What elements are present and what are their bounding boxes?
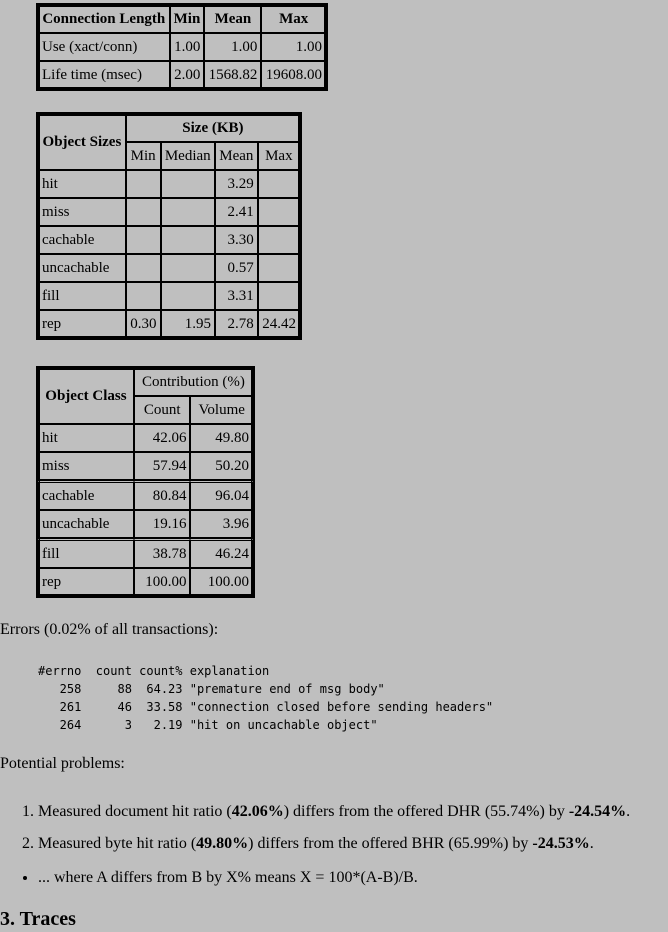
table-cell: [161, 170, 216, 198]
table-cell: 1568.82: [204, 61, 261, 89]
problem-text: Measured byte hit ratio (: [38, 835, 197, 852]
table-cell: 3.31: [215, 282, 258, 310]
table-cell: 38.78: [134, 538, 191, 568]
table-row: [38, 170, 300, 198]
row-label: Use (xact/conn): [38, 33, 170, 61]
row-header: Object Sizes: [38, 114, 126, 170]
group-header: Size (KB): [126, 114, 300, 142]
table-cell: 42.06: [134, 424, 191, 452]
row-label: fill: [38, 282, 126, 310]
table-row: [38, 480, 253, 510]
table-cell: 80.84: [134, 480, 191, 510]
table-cell: [161, 282, 216, 310]
table-row: [38, 226, 300, 254]
table-cell: 0.30: [126, 310, 161, 338]
row-label: hit: [38, 170, 126, 198]
problems-heading: Potential problems:: [0, 755, 125, 772]
table-cell: [258, 282, 300, 310]
table-row: [38, 254, 300, 282]
problem-text: Measured document hit ratio (: [38, 803, 232, 820]
table-cell: 1.00: [170, 33, 205, 61]
table-cell: [126, 254, 161, 282]
table-cell: [258, 170, 300, 198]
table-cell: 2.78: [215, 310, 258, 338]
column-header: Connection Length: [38, 5, 170, 33]
table-cell: 19.16: [134, 510, 191, 538]
column-header: Volume: [190, 396, 253, 424]
column-header: Mean: [215, 142, 258, 170]
table-cell: 49.80: [190, 424, 253, 452]
table-cell: 24.42: [258, 310, 300, 338]
table-cell: [126, 198, 161, 226]
table-cell: [126, 170, 161, 198]
column-header: Mean: [204, 5, 261, 33]
table-cell: 3.29: [215, 170, 258, 198]
difference-value: -24.53%: [532, 835, 590, 852]
difference-value: -24.54%: [568, 803, 627, 820]
row-label: uncachable: [38, 510, 134, 538]
table-cell: 3.30: [215, 226, 258, 254]
table-cell: [258, 226, 300, 254]
row-label: miss: [38, 198, 126, 226]
problem-text: ) differs from the offered BHR (65.99%) by: [248, 835, 533, 852]
table-cell: 19608.00: [261, 61, 326, 89]
table-cell: 57.94: [134, 452, 191, 480]
table-cell: 50.20: [190, 452, 253, 480]
section-title: 3. Traces: [0, 908, 76, 930]
group-header: Contribution (%): [134, 368, 253, 396]
row-header: Object Class: [38, 368, 134, 424]
table-cell: [126, 226, 161, 254]
table-cell: [161, 198, 216, 226]
table-cell: 46.24: [190, 538, 253, 568]
table-row: [38, 310, 300, 338]
table-header-row: [38, 5, 326, 33]
row-label: cachable: [38, 226, 126, 254]
table-cell: [258, 254, 300, 282]
table-cell: 0.57: [215, 254, 258, 282]
table-cell: [258, 198, 300, 226]
table-cell: 2.41: [215, 198, 258, 226]
table-row: [38, 510, 253, 538]
table-cell: [161, 226, 216, 254]
table-row: [38, 424, 253, 452]
problem-text: .: [589, 835, 594, 852]
note-item: • ... where A differs from B by X% means X = 100*(A-B)/B.: [38, 864, 418, 892]
table-cell: 100.00: [134, 568, 191, 596]
table-cell: 100.00: [190, 568, 253, 596]
row-label: cachable: [38, 480, 134, 510]
row-label: hit: [38, 424, 134, 452]
column-header: Median: [161, 142, 216, 170]
table-row: [38, 452, 253, 480]
errors-listing: #errno count count% explanation 258 88 64.23 "premature end of msg body" 261 46 33.58 "connection closed before sending headers" 264 3 2.19 "hit on uncachable object": [38, 664, 494, 732]
table-cell: 2.00: [170, 61, 205, 89]
column-header: Max: [261, 5, 326, 33]
table-cell: [126, 282, 161, 310]
row-label: uncachable: [38, 254, 126, 282]
column-header: Count: [134, 396, 191, 424]
measured-value: 49.80%: [196, 835, 249, 852]
object-sizes-table: [36, 112, 302, 340]
errors-heading: Errors (0.02% of all transactions):: [0, 621, 219, 638]
table-row: [38, 33, 326, 61]
table-row: [38, 538, 253, 568]
row-label: rep: [38, 568, 134, 596]
table-cell: 3.96: [190, 510, 253, 538]
table-row: [38, 568, 253, 596]
column-header: Max: [258, 142, 300, 170]
problems-list: [0, 796, 668, 860]
row-label: fill: [38, 538, 134, 568]
table-row: [38, 282, 300, 310]
problem-text: ) differs from the offered DHR (55.74%) by: [283, 803, 569, 820]
column-header: Min: [126, 142, 161, 170]
connection-length-table: [36, 3, 328, 91]
column-header: Min: [170, 5, 205, 33]
table-cell: 1.95: [161, 310, 216, 338]
row-label: Life time (msec): [38, 61, 170, 89]
table-cell: 96.04: [190, 480, 253, 510]
table-header-row: [38, 368, 253, 396]
row-label: miss: [38, 452, 134, 480]
list-item: [38, 828, 668, 860]
list-item: [38, 796, 668, 828]
table-row: [38, 61, 326, 89]
measured-value: 42.06%: [231, 803, 284, 820]
table-cell: 1.00: [204, 33, 261, 61]
row-label: rep: [38, 310, 126, 338]
table-row: [38, 198, 300, 226]
table-cell: [161, 254, 216, 282]
note-list: [0, 864, 418, 892]
table-cell: 1.00: [261, 33, 326, 61]
object-class-table: [36, 366, 255, 598]
problem-text: .: [626, 803, 631, 820]
table-header-row: [38, 114, 300, 142]
